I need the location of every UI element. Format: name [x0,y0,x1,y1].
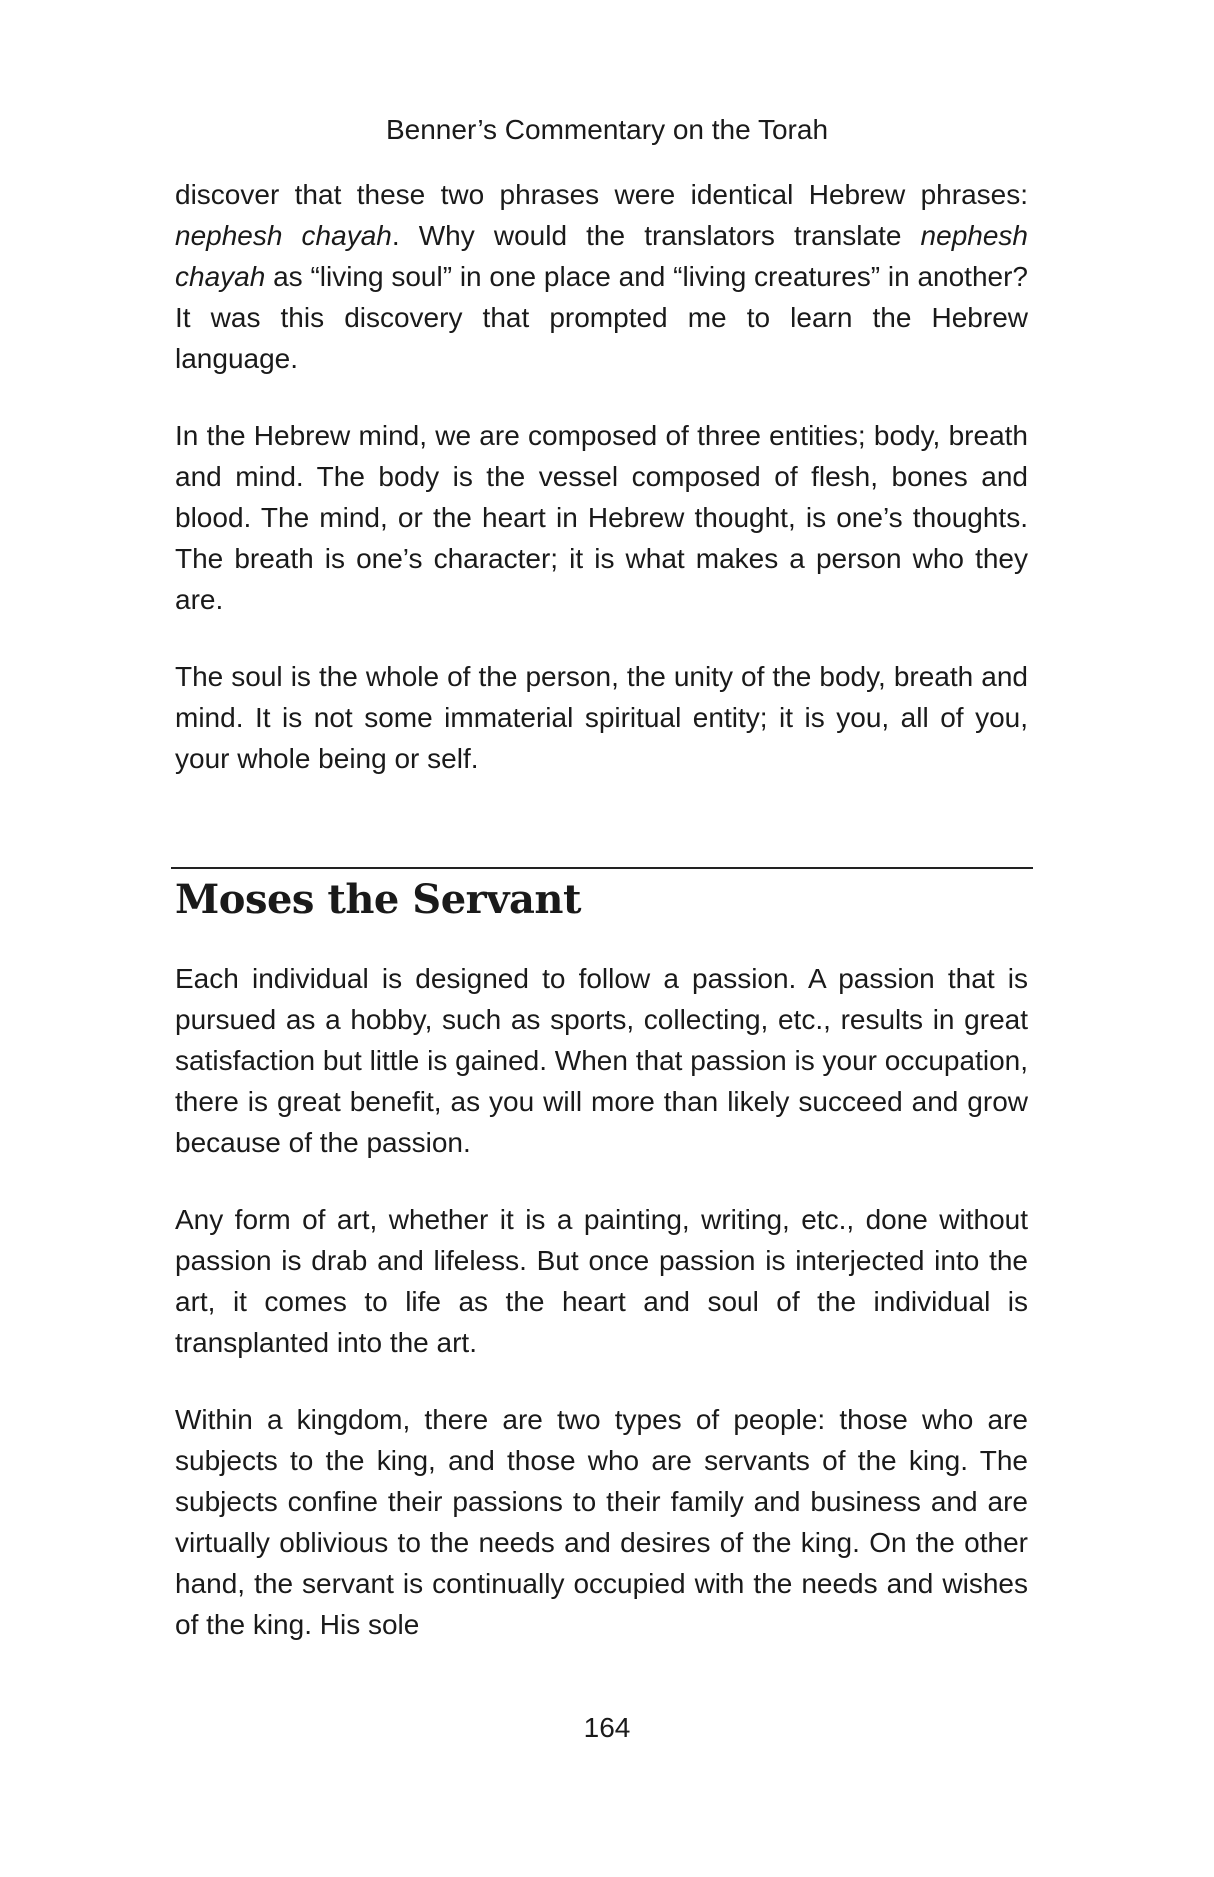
body-text-section [175,958,1028,1645]
text-run: discover that these two phrases were identical Hebrew phrases: [175,179,1028,210]
paragraph-passion: Each individual is designed to follow a passion. A passion that is pursued as a hobby, such as sports, collecting, etc., results in great satisfaction but little is gained. When that passion is your occupation, there is great benefit, as you will more than likely succeed and grow because of the passion. [175,963,1028,1158]
page-number: 164 [583,1712,631,1743]
text-run: as “living soul” in one place and “living creatures” in another? It was this discovery that prompted me to learn the Hebrew language. [175,261,1028,374]
paragraph-kingdom: Within a kingdom, there are two types of people: those who are subjects to the king, and those who are servants of the king. The subjects confine their passions to their family and business and are virtually oblivious to the needs and desires of the king. On the other hand, the servant is continually occupied with the needs and wishes of the king. His sole [175,1404,1028,1640]
text-run: . Why would the translators translate [391,220,921,251]
italic-term: nephesh chayah [175,220,1028,292]
italic-term: nephesh chayah [175,220,392,251]
paragraph-art: Any form of art, whether it is a painting, writing, etc., done without passion is drab and lifeless. But once passion is interjected into the art, it comes to life as the heart and soul of the individual is transplanted into the art. [175,1204,1028,1358]
body-text-top [175,174,1028,779]
paragraph-hebrew-mind: In the Hebrew mind, we are composed of three entities; body, breath and mind. The body is the vessel composed of flesh, bones and blood. The mind, or the heart in Hebrew thought, is one’s thoughts. The breath is one’s character; it is what makes a person who they are. [175,420,1028,615]
paragraph-continued [175,174,1028,379]
running-header: Benner’s Commentary on the Torah [385,114,829,145]
paragraph-soul: The soul is the whole of the person, the unity of the body, breath and mind. It is not some immaterial spiritual entity; it is you, all of you, your whole being or self. [175,661,1028,774]
section-divider [171,867,1033,869]
section-heading: Moses the Servant [175,876,581,923]
